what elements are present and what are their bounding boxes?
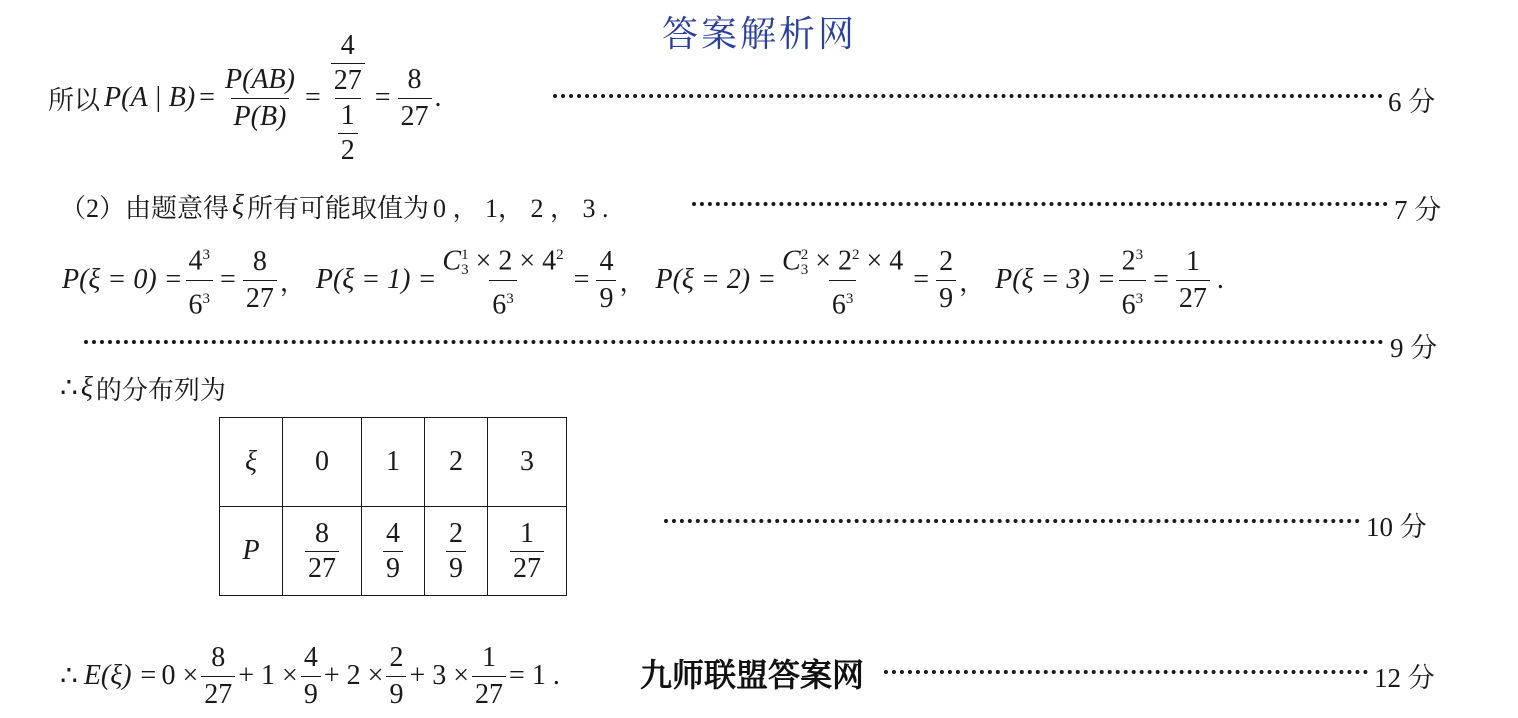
values-list: 0 ， 1， 2 ， 3 . [433, 193, 609, 223]
table-row [220, 507, 567, 596]
numerator: C 1 3 × $2 \times 4^2$ [442, 245, 564, 279]
prob-fraction: $\frac{8}{27}$ [305, 517, 339, 586]
fraction-pab-pb [222, 62, 298, 135]
denominator: $6^3$ [829, 280, 857, 323]
separator: ， [959, 267, 986, 297]
prob-cell [425, 507, 488, 596]
separator: ， [619, 267, 646, 297]
text-b: 所有可能取值为 [247, 193, 430, 223]
numerator: $4^3$ [188, 245, 211, 277]
equals-sign: = [374, 82, 391, 113]
equals-sign: = [199, 82, 215, 113]
fraction-p3-result [1176, 244, 1210, 317]
header-cell: ξ [220, 418, 283, 507]
fraction-p2-expr [779, 237, 906, 323]
term-fraction: $\frac{8}{27}$ [201, 640, 235, 713]
fraction-p2-result [936, 244, 956, 317]
therefore-symbol: ∴ [60, 373, 78, 404]
row-label-cell: P [220, 507, 283, 596]
denominator: 2 [338, 133, 358, 168]
score-12: 12 分 [1374, 663, 1435, 693]
leader-dots [664, 519, 1360, 523]
denominator: $6^3$ [1119, 280, 1147, 323]
compound-numerator [328, 29, 368, 98]
header-cell: 1 [362, 418, 425, 507]
compound-fraction [328, 29, 368, 168]
expectation-lhs: E(ξ) = [83, 660, 158, 691]
numerator: 1 [1185, 245, 1200, 277]
watermark-top: 答案解析网 [662, 14, 858, 55]
p3-lhs: P(ξ = 3) = [995, 264, 1116, 295]
fraction-4-27 [331, 29, 365, 98]
fraction-p0-result [243, 244, 277, 317]
leader-dots [692, 202, 1388, 206]
prob-cell [362, 507, 425, 596]
numerator: 4 [599, 245, 614, 277]
equals-sign: = [573, 264, 590, 295]
equals-sign: = [304, 82, 321, 113]
prob-fraction: $\frac{2}{9}$ [446, 517, 466, 586]
p1-lhs: P(ξ = 1) = [315, 264, 437, 295]
period: . [434, 82, 442, 113]
separator: ， [279, 267, 306, 297]
numerator: 8 [252, 245, 267, 277]
denominator: P(B) [231, 98, 290, 135]
expectation-result: = 1 . [509, 660, 560, 691]
denominator: 27 [1176, 280, 1210, 317]
term-coef: + 3 × [409, 660, 470, 691]
fraction-p1-result [596, 244, 616, 317]
prefix-text: 所以 [48, 85, 101, 115]
header-cell: 3 [488, 418, 567, 507]
leader-dots [884, 670, 1368, 674]
score-10: 10 分 [1366, 512, 1427, 542]
denominator: 27 [243, 280, 277, 317]
line-expectation [60, 636, 560, 716]
score-6: 6 分 [1388, 87, 1436, 117]
prob-fraction: $\frac{4}{9}$ [383, 517, 403, 586]
fraction-1-2 [338, 99, 358, 168]
numerator: 8 [407, 63, 422, 95]
xi-symbol: ξ [232, 190, 245, 221]
prob-cell [488, 507, 567, 596]
numerator: P(AB) [224, 63, 295, 95]
p2-lhs: P(ξ = 2) = [655, 264, 776, 295]
term-coef: + 1 × [238, 660, 298, 691]
compound-denominator [335, 98, 361, 168]
fraction-8-27 [398, 62, 432, 135]
numerator: $2^3$ [1121, 245, 1144, 277]
term-fraction: $\frac{1}{27}$ [472, 640, 506, 713]
denominator: $6^3$ [186, 280, 214, 323]
lhs: P(A | B) [104, 82, 196, 113]
watermark-bottom: 九师联盟答案网 [640, 656, 865, 694]
equals-sign: = [913, 264, 930, 295]
term-coef: + 2 × [323, 660, 384, 691]
equals-sign: = [1153, 264, 1169, 295]
term-fraction: $\frac{4}{9}$ [301, 640, 321, 713]
leader-dots [553, 94, 1383, 98]
numerator: 1 [340, 99, 355, 131]
denominator: $6^3$ [489, 280, 517, 323]
numerator: C 2 3 × $2^2 \times 4$ [782, 245, 904, 279]
denominator: 27 [331, 63, 365, 98]
header-cell: 2 [425, 418, 488, 507]
line-probabilities [62, 238, 1224, 322]
line-conditional-probability [48, 18, 442, 178]
fraction-4cubed-6cubed [186, 237, 214, 323]
term-fraction: $\frac{2}{9}$ [386, 640, 406, 713]
line-possible-values [60, 186, 609, 226]
term-coef: 0 × [161, 660, 199, 691]
table-row [220, 418, 567, 507]
leader-dots [84, 340, 1384, 344]
fraction-2cubed-6cubed [1119, 237, 1147, 323]
line-distribution-intro [60, 368, 226, 408]
p0-lhs: P(ξ = 0) = [62, 264, 183, 295]
numerator: 4 [340, 29, 355, 61]
score-7: 7 分 [1394, 195, 1442, 225]
denominator: 9 [936, 280, 956, 317]
prob-cell [283, 507, 362, 596]
xi-symbol: ξ [80, 372, 93, 403]
denominator: 27 [398, 98, 432, 135]
text-a: （2）由题意得 [60, 193, 230, 223]
distribution-table [219, 417, 567, 596]
score-9: 9 分 [1390, 333, 1438, 363]
prob-fraction: $\frac{1}{27}$ [510, 517, 544, 586]
therefore-symbol: ∴ [60, 661, 78, 692]
numerator: 2 [939, 245, 954, 277]
denominator: 9 [596, 280, 616, 317]
intro-text: 的分布列为 [95, 375, 226, 405]
header-cell: 0 [283, 418, 362, 507]
equals-sign: = [220, 264, 236, 295]
fraction-p1-expr [439, 237, 566, 323]
period: . [1216, 264, 1224, 295]
